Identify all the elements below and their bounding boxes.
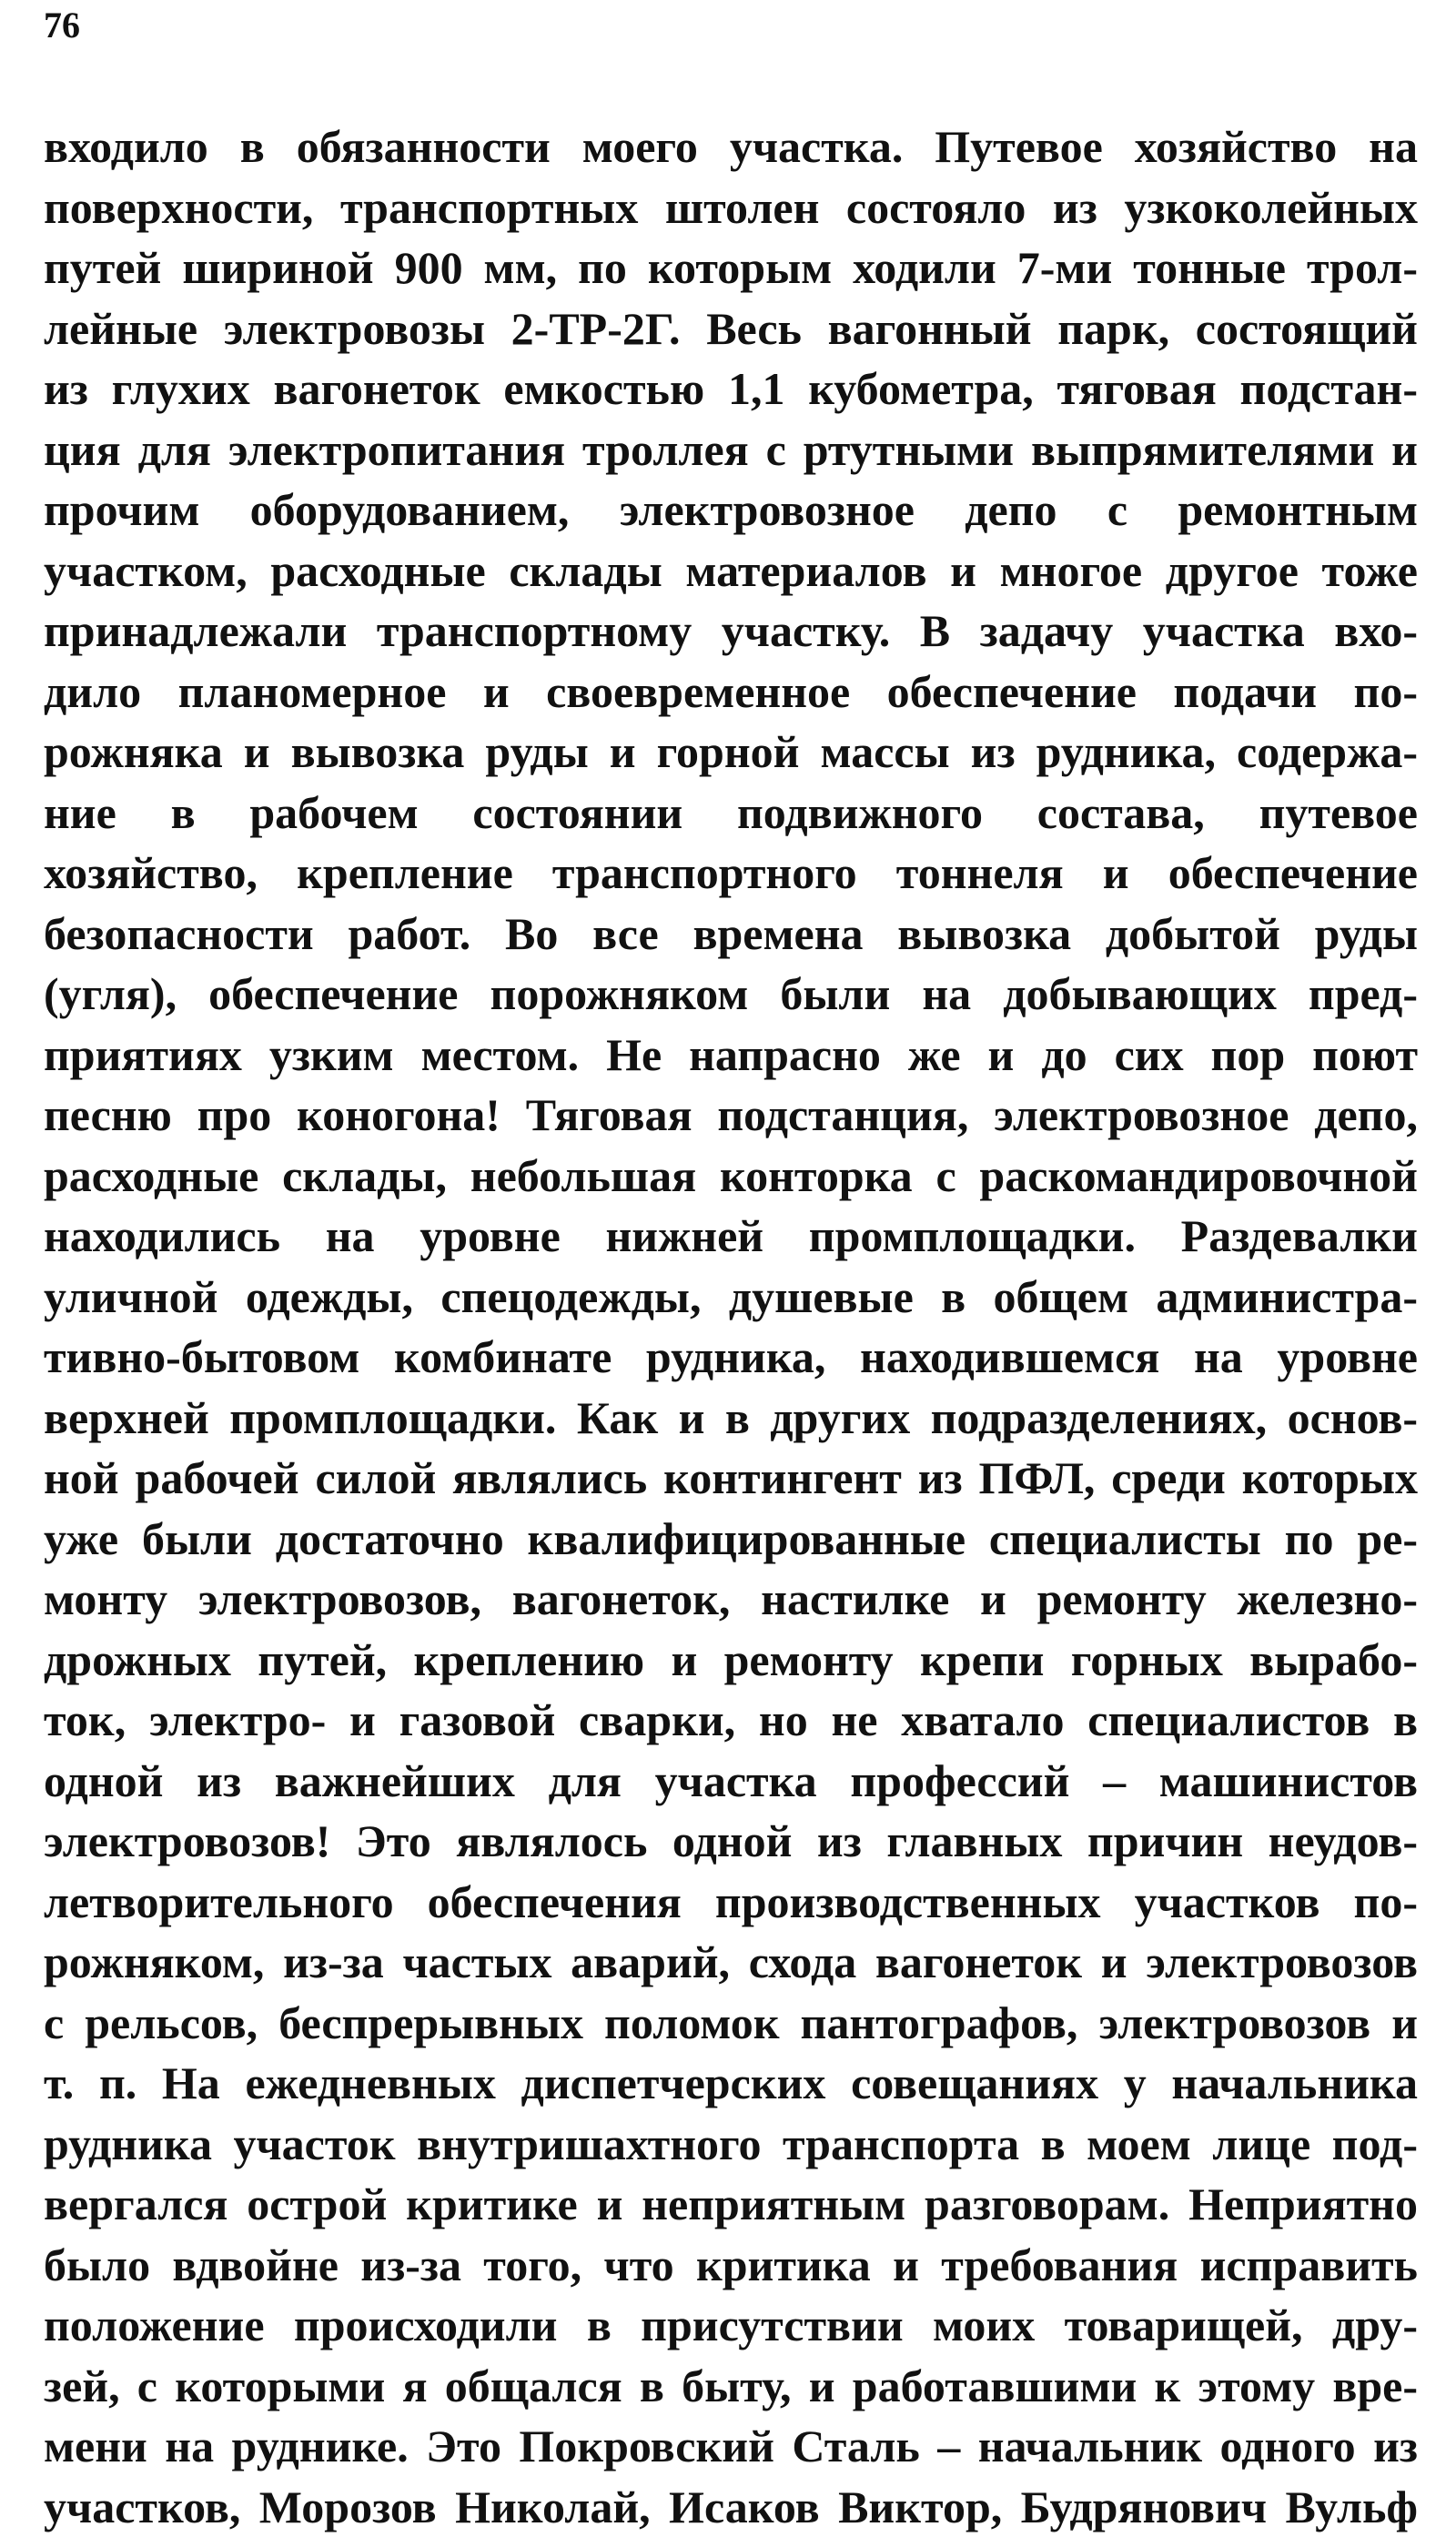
text-line: летворительного обеспечения производственных участков по- bbox=[44, 1872, 1418, 1933]
text-line: тивно-бытовом комбинате рудника, находившемся на уровне bbox=[44, 1327, 1418, 1388]
text-line: путей шириной 900 мм, по которым ходили 7-ми тонные трол- bbox=[44, 238, 1418, 298]
text-line: дило планомерное и своевременное обеспечение подачи по- bbox=[44, 662, 1418, 723]
text-line: ция для электропитания троллея с ртутными выпрямителями и bbox=[44, 419, 1418, 480]
text-line: с рельсов, беспрерывных поломок пантографов, электровозов и bbox=[44, 1993, 1418, 2054]
text-line: песню про коногона! Тяговая подстанция, электровозное депо, bbox=[44, 1085, 1418, 1146]
body-text bbox=[44, 116, 1418, 2537]
text-line: мени на руднике. Это Покровский Сталь – начальник одного из bbox=[44, 2416, 1418, 2477]
text-line: хозяйство, крепление транспортного тоннеля и обеспечение bbox=[44, 843, 1418, 904]
text-line: рожняка и вывозка руды и горной массы из рудника, содержа- bbox=[44, 722, 1418, 783]
text-line: приятиях узким местом. Не напрасно же и до сих пор поют bbox=[44, 1025, 1418, 1086]
text-line: верхней промплощадки. Как и в других подразделениях, основ- bbox=[44, 1388, 1418, 1449]
text-line: участков, Морозов Николай, Исаков Виктор, Будрянович Вульф bbox=[44, 2477, 1418, 2537]
text-line: расходные склады, небольшая конторка с раскомандировочной bbox=[44, 1146, 1418, 1207]
text-line: безопасности работ. Во все времена вывозка добытой руды bbox=[44, 904, 1418, 965]
text-line: входило в обязанности моего участка. Путевое хозяйство на bbox=[44, 116, 1418, 177]
text-line: вергался острой критике и неприятным разговорам. Неприятно bbox=[44, 2174, 1418, 2235]
text-line: ток, электро- и газовой сварки, но не хватало специалистов в bbox=[44, 1690, 1418, 1751]
text-line: ние в рабочем состоянии подвижного состава, путевое bbox=[44, 783, 1418, 844]
text-line: зей, с которыми я общался в быту, и работавшими к этому вре- bbox=[44, 2356, 1418, 2417]
text-line: поверхности, транспортных штолен состояло из узкоколейных bbox=[44, 177, 1418, 238]
text-line: принадлежали транспортному участку. В задачу участка вхо- bbox=[44, 601, 1418, 662]
text-line: прочим оборудованием, электровозное депо с ремонтным bbox=[44, 480, 1418, 541]
text-line: т. п. На ежедневных диспетчерских совещаниях у начальника bbox=[44, 2053, 1418, 2114]
text-line: электровозов! Это являлось одной из главных причин неудов- bbox=[44, 1811, 1418, 1872]
text-line: уличной одежды, спецодежды, душевые в общем администра- bbox=[44, 1267, 1418, 1328]
text-line: рудника участок внутришахтного транспорта в моем лице под- bbox=[44, 2114, 1418, 2175]
text-line: монту электровозов, вагонеток, настилке и ремонту железно- bbox=[44, 1569, 1418, 1630]
text-line: положение происходили в присутствии моих товарищей, дру- bbox=[44, 2295, 1418, 2356]
text-line: дрожных путей, креплению и ремонту крепи горных вырабо- bbox=[44, 1630, 1418, 1691]
text-line: ной рабочей силой являлись контингент из ПФЛ, среди которых bbox=[44, 1448, 1418, 1509]
text-line: лейные электровозы 2-ТР-2Г. Весь вагонный парк, состоящий bbox=[44, 298, 1418, 359]
page-number: 76 bbox=[44, 2, 80, 49]
text-line: участком, расходные склады материалов и многое другое тоже bbox=[44, 541, 1418, 601]
text-line: было вдвойне из-за того, что критика и требования исправить bbox=[44, 2235, 1418, 2296]
text-line: (угля), обеспечение порожняком были на добывающих пред- bbox=[44, 964, 1418, 1025]
text-line: одной из важнейших для участка профессий – машинистов bbox=[44, 1751, 1418, 1812]
text-line: находились на уровне нижней промплощадки. Раздевалки bbox=[44, 1206, 1418, 1267]
text-line: уже были достаточно квалифицированные специалисты по ре- bbox=[44, 1509, 1418, 1570]
text-line: из глухих вагонеток емкостью 1,1 кубометра, тяговая подстан- bbox=[44, 359, 1418, 419]
text-line: рожняком, из-за частых аварий, схода вагонеток и электровозов bbox=[44, 1932, 1418, 1993]
